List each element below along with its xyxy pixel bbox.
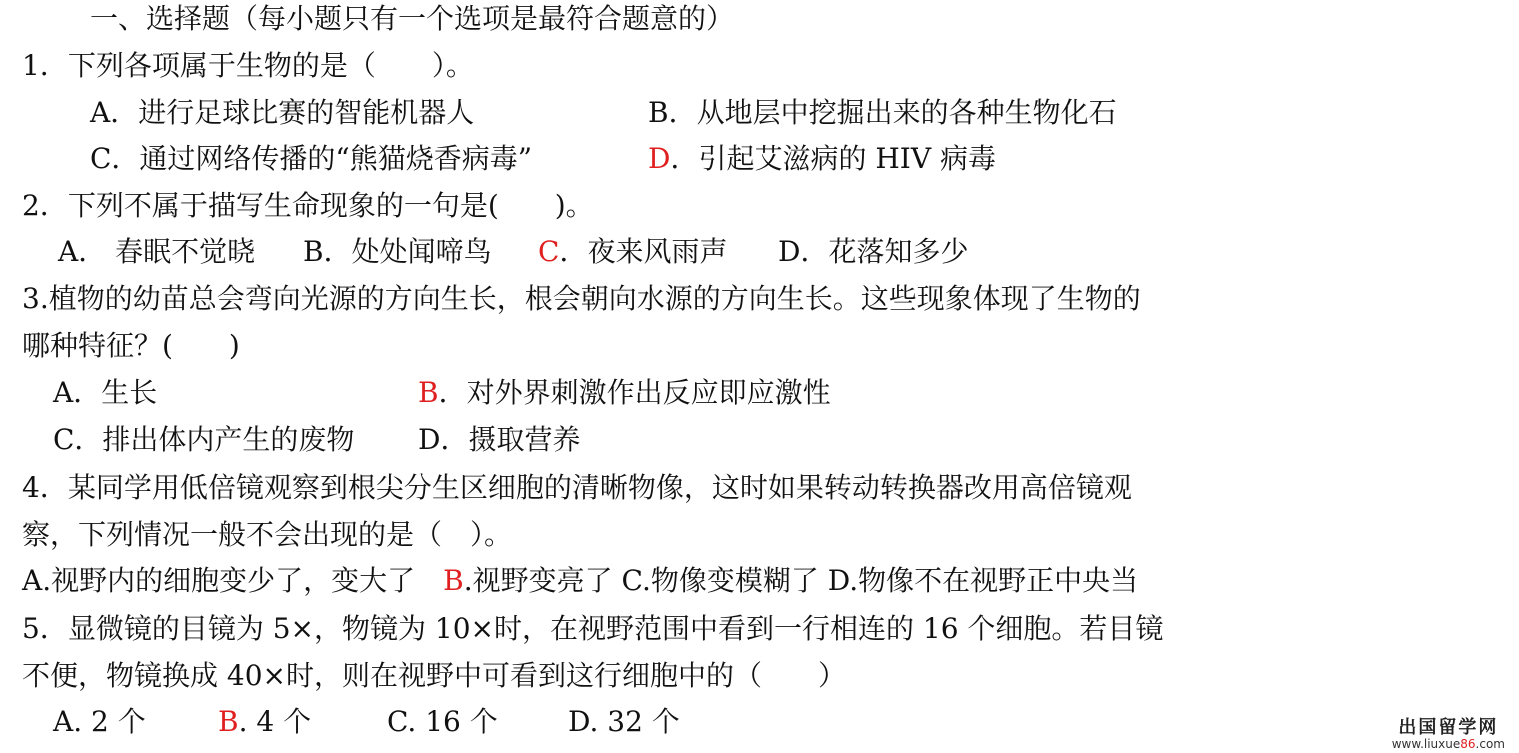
- question-3-stem-line2: 哪种特征？( ): [22, 329, 240, 362]
- question-1-option-d: D．引起艾滋病的 HIV 病毒: [648, 142, 996, 175]
- question-4-option-d: D.物像不在视野正中央当: [827, 564, 1139, 597]
- question-5-option-c: C. 16 个: [387, 705, 498, 738]
- watermark-name: 出国留学网: [1398, 717, 1499, 739]
- question-4-stem-line2: 察，下列情况一般不会出现的是（ ）。: [22, 518, 513, 551]
- question-4-option-b: B.视野变亮了: [443, 564, 613, 597]
- section-title: 一、选择题（每小题只有一个选项是最符合题意的）: [90, 2, 735, 35]
- question-1-option-c: C．通过网络传播的“熊猫烧香病毒”: [90, 142, 533, 175]
- answer-letter: D: [648, 142, 671, 175]
- watermark-url: www.liuxue86.com: [1391, 736, 1505, 751]
- answer-letter: C: [538, 235, 560, 268]
- question-4-options: [22, 564, 1138, 598]
- answer-letter: B: [218, 705, 239, 738]
- question-4-stem-line1: 4．某同学用低倍镜观察到根尖分生区细胞的清晰物像，这时如果转动转换器改用高倍镜观: [22, 471, 1132, 504]
- question-1-option-b: B．从地层中挖掘出来的各种生物化石: [648, 96, 1117, 129]
- question-2-option-a: A． 春眠不觉晓: [58, 235, 256, 268]
- question-3-option-a: A．生长: [53, 376, 158, 409]
- site-watermark-logo: [1392, 718, 1505, 751]
- question-5-stem-line2: 不便，物镜换成 40×时，则在视野中可看到这行细胞中的（ ）: [22, 659, 846, 692]
- answer-letter: B: [418, 376, 439, 409]
- question-1-stem: 1．下列各项属于生物的是（ ）。: [22, 49, 474, 82]
- question-5-option-a: A. 2 个: [53, 705, 146, 738]
- question-3-stem-line1: 3.植物的幼苗总会弯向光源的方向生长，根会朝向水源的方向生长。这些现象体现了生物的: [22, 282, 1141, 315]
- question-5-option-b: B. 4 个: [218, 705, 312, 738]
- question-2-stem: 2．下列不属于描写生命现象的一句是( )。: [22, 189, 594, 222]
- question-4-option-a: A.视野内的细胞变少了，变大了: [22, 564, 416, 597]
- question-1-option-a: A．进行足球比赛的智能机器人: [90, 96, 475, 129]
- question-5-option-d: D. 32 个: [568, 705, 680, 738]
- question-3-option-b: B．对外界刺激作出反应即应激性: [418, 376, 831, 409]
- question-5-stem-line1: 5．显微镜的目镜为 5×，物镜为 10×时，在视野范围中看到一行相连的 16 个细胞。若目镜: [22, 612, 1164, 645]
- question-3-option-d: D．摄取营养: [418, 423, 581, 456]
- question-4-option-c: C.物像变模糊了: [621, 564, 819, 597]
- question-2-option-d: D．花落知多少: [778, 235, 969, 268]
- question-2-option-b: B．处处闻啼鸟: [303, 235, 492, 268]
- answer-letter: B: [443, 564, 464, 597]
- question-3-option-c: C．排出体内产生的废物: [53, 423, 355, 456]
- question-2-option-c: C．夜来风雨声: [538, 235, 728, 268]
